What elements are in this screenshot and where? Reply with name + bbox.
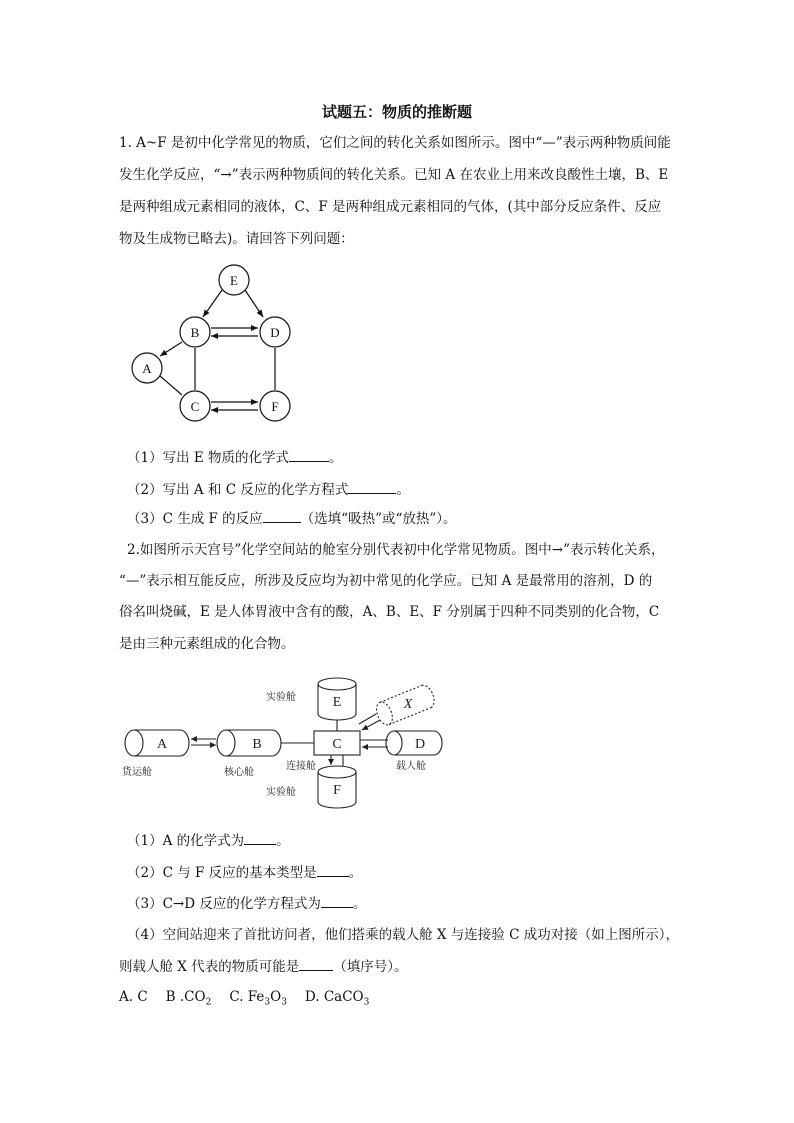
option-d[interactable]: D. CaCO$_3$ — [304, 989, 370, 1008]
label-crew: 载人舱 — [396, 761, 426, 772]
module-b — [217, 730, 281, 756]
q2-stem-line-1: 2.如图所示天宫号”化学空间站的舱室分别代表初中化学常见物质。图中→”表示转化关系， — [127, 542, 665, 558]
option-b[interactable]: B $.CO_2$ — [165, 989, 212, 1008]
edge-e-to-d — [245, 290, 263, 317]
q1-stem-line-3: 是两种组成元素相同的液体，C、F 是两种组成元素相同的气体，(其中部分反应条件、反应 — [119, 199, 662, 215]
answer-blank[interactable] — [299, 958, 333, 971]
arrow-x-to-c — [362, 720, 380, 730]
module-f-label: F — [333, 783, 341, 798]
q2-stem-line-4: 是由三种元素组成的化合物。 — [119, 636, 295, 652]
q2-stem-line-3: 俗名叫烧碱，E 是人体胃液中含有的酸，A、B、E、F 分别属于四种不同类别的化合物，C — [119, 604, 660, 620]
q1-relation-diagram — [120, 258, 310, 423]
option-c[interactable]: C. $Fe_3O_3$ — [229, 989, 287, 1008]
q2-options — [119, 989, 679, 1011]
q1-sub-2: （2）写出 A 和 C 反应的化学方程式 。 — [127, 482, 410, 498]
q2-sub-3: （3）C→D 反应的化学方程式为 。 — [127, 896, 367, 912]
label-lab-bottom: 实验舱 — [266, 787, 296, 798]
q2-space-station-diagram — [118, 664, 458, 812]
edge-a-c — [160, 376, 182, 395]
q2-sub-2: （2）C 与 F 反应的基本类型是 。 — [127, 865, 363, 881]
label-cargo: 货运舱 — [122, 767, 152, 778]
label-core: 核心舱 — [224, 767, 254, 778]
answer-blank[interactable] — [317, 864, 349, 877]
edge-e-to-b — [203, 290, 222, 317]
node-a-label: A — [142, 361, 152, 376]
label-link: 连接舱 — [286, 761, 316, 772]
module-b-label: B — [252, 737, 262, 752]
module-a-label: A — [156, 737, 168, 752]
module-d-label: D — [414, 737, 426, 752]
answer-blank[interactable] — [348, 481, 396, 494]
q1-stem-line-4: 物及生成物已略去)。请回答下列问题： — [119, 231, 354, 247]
node-d-label: D — [270, 325, 280, 340]
answer-blank[interactable] — [263, 510, 301, 523]
q2-sub-4-line-2: 则载人舱 X 代表的物质可能是 （填序号）。 — [119, 959, 408, 975]
q2-stem-line-2: “—”表示相互能反应，所涉及反应均为初中常见的化学应。已知 A 是最常用的溶剂，D 的 — [119, 573, 653, 589]
q1-sub-3: （3）C 生成 F 的反应 （选填“吸热”或“放热”）。 — [127, 511, 457, 527]
node-b-label: B — [190, 325, 200, 340]
page-title: 试题五：物质的推断题 — [321, 103, 472, 121]
answer-blank[interactable] — [289, 449, 329, 462]
module-e-label: E — [332, 695, 342, 710]
label-lab-top: 实验舱 — [266, 692, 296, 703]
q2-sub-1: （1）A 的化学式为 。 — [127, 833, 290, 849]
module-c-label: C — [332, 737, 342, 752]
node-e-label: E — [230, 273, 238, 288]
option-a[interactable]: A. C — [119, 989, 148, 1005]
q1-sub-1: （1）写出 E 物质的化学式 。 — [127, 450, 343, 466]
node-c-label: C — [190, 399, 200, 414]
q1-stem-line-1: 1. A~F 是初中化学常见的物质，它们之间的转化关系如图所示。图中“—”表示两种物质间能 — [119, 135, 671, 151]
q1-stem-line-2: 发生化学反应，“→”表示两种物质间的转化关系。已知 A 在农业上用来改良酸性土壤，B、E — [119, 167, 669, 183]
edge-b-to-a — [160, 342, 182, 356]
q2-sub-4-line-1: （4）空间站迎来了首批访问者，他们搭乘的载人舱 X 与连接验 C 成功对接（如上图所示）， — [127, 927, 679, 943]
node-f-label: F — [271, 399, 279, 414]
answer-blank[interactable] — [321, 895, 353, 908]
answer-blank[interactable] — [244, 832, 276, 845]
module-x-label: X — [403, 697, 413, 712]
link-x-c — [359, 714, 376, 724]
